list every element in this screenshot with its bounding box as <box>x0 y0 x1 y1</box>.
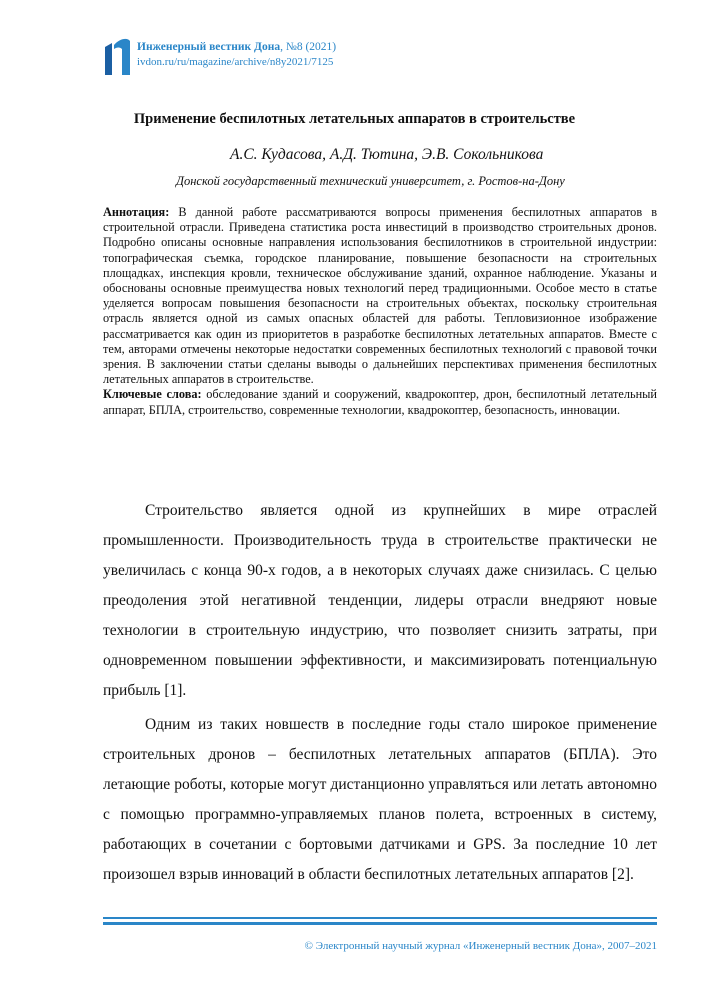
footer-copyright: © Электронный научный журнал «Инженерный вестник Дона», 2007–2021 <box>304 940 657 952</box>
body-paragraph: Одним из таких новшеств в последние годы стало широкое применение строительных дронов – беспилотных летательных аппаратов (БПЛА). Это летающие роботы, которые могут дистанционно управляться или летать автономно с помощью программно-управляемых планов полета, встроенных в систему, работающих в сочетании с бортовыми датчиками и GPS. За последние 10 лет произошел взрыв инноваций в области беспилотных летательных аппаратов [2]. <box>103 716 657 883</box>
abstract-text: В данной работе рассматриваются вопросы применения беспилотных аппаратов в строительной отрасли. Приведена статистика роста инвестиций в производство строительных дронов. Подробно описаны основные направления использования беспилотников в строительной индустрии: топографическая съемка, городское планирование, повышение безопасности на строительных площадках, инспекция кровли, техническое обслуживание зданий, охранное наблюдение. Указаны и обоснованы основные преимущества новых технологий перед традиционными. Особое место в статье уделяется вопросам повышения безопасности на строительных объектах, поскольку строительная отрасль является одной из самых опасных областей для работы. Тепловизионное изображение рассматривается как один из приоритетов в разработке беспилотных летательных аппаратов. Вместе с тем, авторами отмечены некоторые недостатки современных беспилотных технологий с правовой точки зрения. В заключении статьи сделаны выводы о дальнейших перспективах применения беспилотных летательных аппаратов в строительстве. <box>103 205 657 387</box>
article-authors: А.С. Кудасова, А.Д. Тютина, Э.В. Сокольникова <box>230 146 544 163</box>
journal-title-line <box>137 41 336 53</box>
journal-name: Инженерный вестник Дона <box>137 41 281 53</box>
abstract-block <box>103 205 657 418</box>
footer-divider <box>103 922 657 925</box>
article-title: Применение беспилотных летательных аппаратов в строительстве <box>133 111 576 127</box>
journal-issue: , №8 (2021) <box>280 41 337 53</box>
journal-url[interactable]: ivdon.ru/ru/magazine/archive/n8y2021/7125 <box>137 56 334 68</box>
body-paragraph: Строительство является одной из крупнейших в мире отраслей промышленности. Производительность труда в строительстве практически не увеличилась с конца 90-х годов, а в некоторых случаях даже снизилась. С целью преодоления этой негативной тенденции, лидеры отрасли внедряют новые технологии в строительную индустрию, что позволяет снизить затраты, при одновременном повышении эффективности, и максимизировать потенциальную прибыль [1]. <box>103 502 657 699</box>
abstract-label: Аннотация: <box>103 205 170 219</box>
journal-logo-icon <box>103 37 131 77</box>
keywords-label: Ключевые слова: <box>103 387 202 402</box>
keywords-paragraph <box>103 387 657 417</box>
keywords-text: обследование зданий и сооружений, квадрокоптер, дрон, беспилотный летательный аппарат, БПЛА, строительство, современные технологии, квадрокоптер, безопасность, инновации. <box>103 387 657 417</box>
article-body <box>103 496 657 894</box>
footer-divider <box>103 917 657 919</box>
abstract-paragraph <box>103 205 657 387</box>
article-affiliation: Донской государственный технический университет, г. Ростов-на-Дону <box>176 174 565 188</box>
